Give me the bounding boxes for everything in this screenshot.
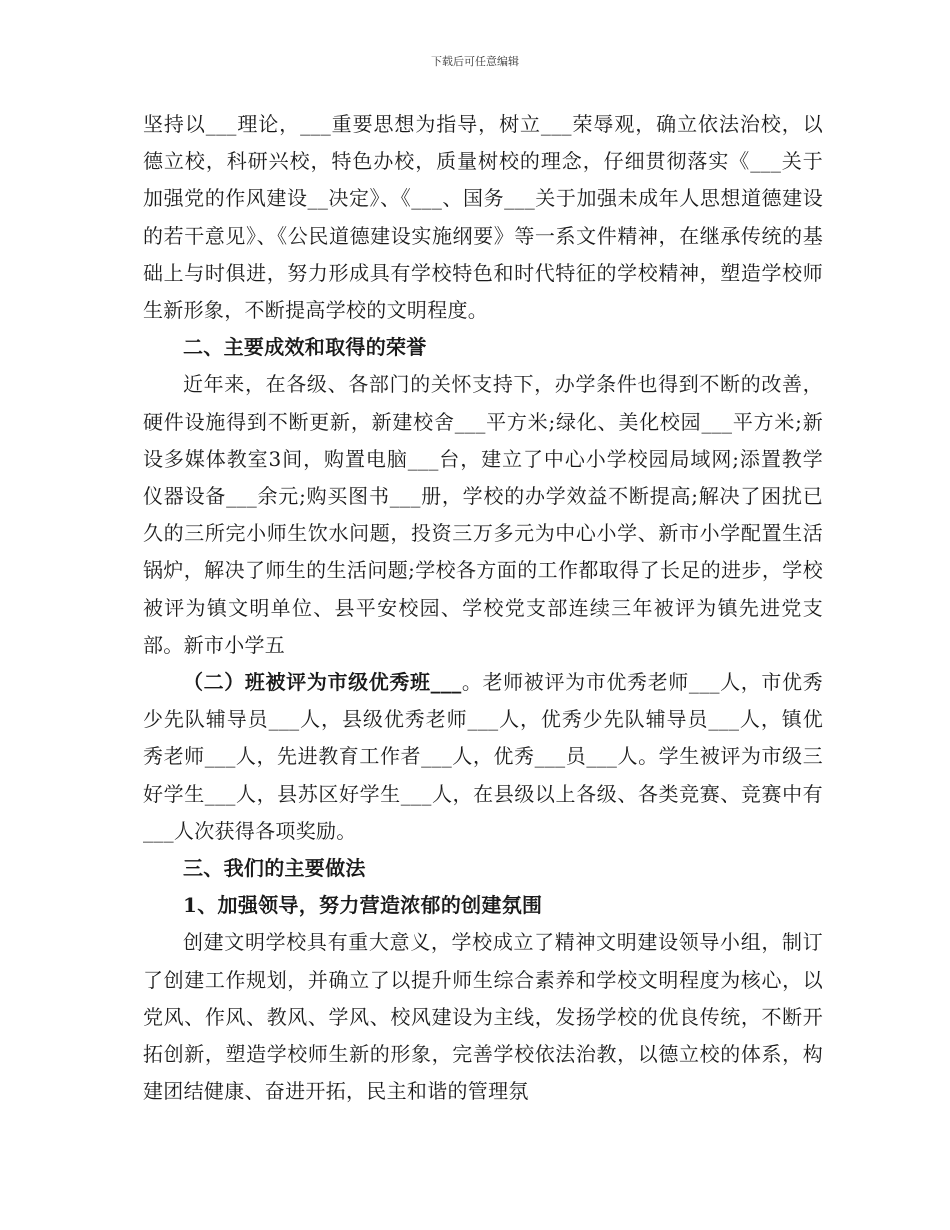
section-heading-achievements: 二、主要成效和取得的荣誉 [183, 335, 427, 360]
document-body [143, 106, 823, 1110]
subsection-heading-leadership: 1、加强领导，努力营造浓郁的创建氛围 [183, 893, 543, 918]
paragraph-leadership: 创建文明学校具有重大意义，学校成立了精神文明建设领导小组，制订了创建工作规划，并确立了以提升师生综合素养和学校文明程度为核心，以党风、作风、教风、学风、校风建设为主线，发扬学校的优良传统，不断开拓创新，塑造学校师生新的形象，完善学校依法治教，以德立校的体系，构建团结健康、奋进开拓，民主和谐的管理氛 [143, 930, 823, 1104]
page-header: 下载后可任意编辑 [431, 55, 519, 68]
paragraph-achievements: 近年来，在各级、各部门的关怀支持下，办学条件也得到不断的改善，硬件设施得到不断更新，新建校舍___平方米;绿化、美化校园___平方米;新设多媒体教室3间，购置电脑___台，建立了中心小学校园局域网;添置教学仪器设备___余元;购买图书___册，学校的办学效益不断提高;解决了困扰已久的三所完小师生饮水问题，投资三万多元为中心小学、新市小学配置生活锅炉，解决了师生的生活问题;学校各方面的工作都取得了长足的进步，学校被评为镇文明单位、县平安校园、学校党支部连续三年被评为镇先进党支部。新市小学五 [143, 372, 823, 657]
honors-bold-lead: （二）班被评为市级优秀班 [183, 670, 431, 695]
honors-bold-blank: ___ [430, 670, 462, 695]
paragraph-guiding-principles: 坚持以___理论，___重要思想为指导，树立___荣辱观，确立依法治校，以德立校，科研兴校，特色办校，质量树校的理念，仔细贯彻落实《___关于加强党的作风建设__决定》、《___、国务___关于加强未成年人思想道德建设的若干意见》、《公民道德建设实施纲要》等一系文件精神，在继承传统的基础上与时俱进，努力形成具有学校特色和时代特征的学校精神，塑造学校师生新形象，不断提高学校的文明程度。 [143, 112, 823, 323]
honors-text: 。老师被评为市优秀老师___人，市优秀少先队辅导员___人，县级优秀老师___人，优秀少先队辅导员___人，镇优秀老师___人，先进教育工作者___人，优秀___员___人。学生被评为市级三好学生___人，县苏区好学生___人，在县级以上各级、各类竞赛、竞赛中有___人次获得各项奖励。 [143, 670, 823, 843]
paragraph-honors [143, 664, 823, 850]
section-heading-practices: 三、我们的主要做法 [183, 856, 366, 881]
